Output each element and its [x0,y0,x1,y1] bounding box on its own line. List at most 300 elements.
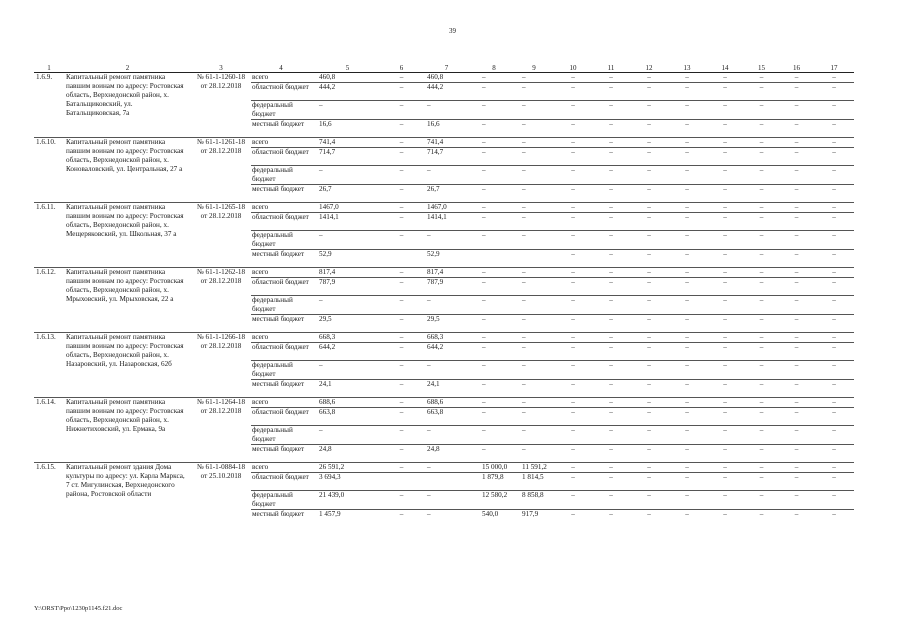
empty-value-cell: – [744,83,779,101]
table-row [34,268,854,278]
value-cell: – [384,138,419,148]
value-cell: 663,8 [311,408,384,426]
empty-value-cell: – [554,296,592,315]
funding-source-label: областной бюджет [251,278,311,296]
row-code: 1.6.12. [34,268,64,333]
value-cell: 12 580,2 [474,491,514,510]
value-cell: – [384,491,419,510]
empty-value-cell: – [554,510,592,528]
empty-value-cell: – [668,231,706,250]
funding-source-label: местный бюджет [251,380,311,398]
empty-value-cell: – [814,268,854,278]
value-cell: – [514,296,554,315]
empty-value-cell: – [630,148,668,166]
column-number: 9 [514,64,554,73]
empty-value-cell: – [630,268,668,278]
column-number: 14 [706,64,744,73]
value-cell: – [384,185,419,203]
empty-value-cell: – [706,120,744,138]
row-doc: № 61-1-0884-18 от 25.10.2018 [191,463,251,528]
column-number: 7 [419,64,474,73]
empty-value-cell: – [592,398,630,408]
empty-value-cell: – [592,203,630,213]
empty-value-cell: – [814,138,854,148]
empty-value-cell: – [668,398,706,408]
empty-value-cell: – [744,343,779,361]
footer-path: Y:\ORST\Ppo\1230p1145.f21.doc [34,605,123,612]
empty-value-cell: – [668,361,706,380]
funding-source-label: местный бюджет [251,510,311,528]
value-cell: – [384,296,419,315]
empty-value-cell: – [744,510,779,528]
value-cell: – [474,278,514,296]
empty-value-cell: – [706,73,744,83]
empty-value-cell: – [630,510,668,528]
empty-value-cell: – [814,101,854,120]
empty-value-cell: – [779,333,814,343]
value-cell: – [514,83,554,101]
value-cell: 917,9 [514,510,554,528]
empty-value-cell: – [630,166,668,185]
empty-value-cell: – [630,463,668,473]
empty-value-cell: – [668,343,706,361]
empty-value-cell: – [814,463,854,473]
empty-value-cell: – [744,315,779,333]
empty-value-cell: – [779,463,814,473]
empty-value-cell: – [706,491,744,510]
value-cell: 741,4 [419,138,474,148]
empty-value-cell: – [779,380,814,398]
empty-value-cell: – [592,445,630,463]
empty-value-cell: – [706,203,744,213]
value-cell: – [311,166,384,185]
empty-value-cell: – [592,231,630,250]
value-cell: – [514,203,554,213]
value-cell: 688,6 [419,398,474,408]
row-name: Капитальный ремонт памятника павшим воинам по адресу: Ростовская область, Верхнедонской район, х. Коноваловский, ул. Центральная, 27 а [64,138,191,203]
value-cell: 15 000,0 [474,463,514,473]
empty-value-cell: – [814,473,854,491]
empty-value-cell: – [744,185,779,203]
empty-value-cell: – [706,343,744,361]
empty-value-cell: – [744,296,779,315]
empty-value-cell: – [814,278,854,296]
value-cell: – [419,463,474,473]
value-cell: 688,6 [311,398,384,408]
empty-value-cell: – [554,73,592,83]
empty-value-cell: – [668,83,706,101]
empty-value-cell: – [814,445,854,463]
value-cell: – [474,398,514,408]
value-cell: 644,2 [419,343,474,361]
empty-value-cell: – [744,250,779,268]
row-name: Капитальный ремонт памятника павшим воинам по адресу: Ростовская область, Верхнедонской район, х. Нижнетиховский, ул. Ермака, 9а [64,398,191,463]
empty-value-cell: – [592,120,630,138]
value-cell: – [419,361,474,380]
value-cell: 460,8 [419,73,474,83]
budget-table [34,64,854,528]
empty-value-cell: – [706,268,744,278]
value-cell: 24,8 [311,445,384,463]
funding-source-label: местный бюджет [251,250,311,268]
empty-value-cell: – [668,213,706,231]
value-cell: – [474,185,514,203]
value-cell: 29,5 [311,315,384,333]
empty-value-cell: – [814,73,854,83]
column-number: 4 [251,64,311,73]
empty-value-cell: – [592,315,630,333]
funding-source-label: местный бюджет [251,445,311,463]
value-cell: 52,9 [419,250,474,268]
empty-value-cell: – [814,361,854,380]
value-cell: – [311,101,384,120]
empty-value-cell: – [554,445,592,463]
empty-value-cell: – [744,73,779,83]
empty-value-cell: – [554,213,592,231]
empty-value-cell: – [554,185,592,203]
value-cell: – [474,203,514,213]
value-cell [384,250,419,268]
value-cell: 1 457,9 [311,510,384,528]
value-cell: 668,3 [311,333,384,343]
empty-value-cell: – [630,278,668,296]
empty-value-cell: – [814,426,854,445]
value-cell: – [514,343,554,361]
column-number: 11 [592,64,630,73]
empty-value-cell: – [744,268,779,278]
empty-value-cell: – [554,231,592,250]
value-cell: – [384,445,419,463]
empty-value-cell: – [630,296,668,315]
empty-value-cell: – [630,315,668,333]
value-cell: 16,6 [311,120,384,138]
empty-value-cell: – [592,361,630,380]
empty-value-cell: – [779,101,814,120]
empty-value-cell: – [668,473,706,491]
value-cell: – [514,185,554,203]
empty-value-cell: – [592,213,630,231]
empty-value-cell: – [779,408,814,426]
empty-value-cell: – [814,166,854,185]
row-code: 1.6.13. [34,333,64,398]
empty-value-cell: – [630,333,668,343]
empty-value-cell: – [554,380,592,398]
empty-value-cell: – [630,120,668,138]
row-name: Капитальный ремонт здания Дома культуры по адресу: ул. Карла Маркса, 7 ст. Мигулинская, Верхнедонского района, Ростовской области [64,463,191,528]
empty-value-cell: – [706,333,744,343]
column-number: 6 [384,64,419,73]
value-cell: – [474,166,514,185]
value-cell: 26,7 [419,185,474,203]
empty-value-cell: – [592,101,630,120]
value-cell: – [514,231,554,250]
table-row [34,73,854,83]
empty-value-cell: – [630,73,668,83]
row-doc: № 61-1-1266-18 от 28.12.2018 [191,333,251,398]
value-cell: 29,5 [419,315,474,333]
value-cell: – [384,426,419,445]
empty-value-cell: – [554,343,592,361]
empty-value-cell: – [630,491,668,510]
empty-value-cell: – [592,380,630,398]
row-doc: № 61-1-1265-18 от 28.12.2018 [191,203,251,268]
value-cell: 817,4 [419,268,474,278]
funding-source-label: областной бюджет [251,148,311,166]
column-number: 16 [779,64,814,73]
value-cell: 1414,1 [419,213,474,231]
value-cell: – [474,315,514,333]
funding-source-label: областной бюджет [251,408,311,426]
value-cell: – [384,510,419,528]
column-number: 8 [474,64,514,73]
value-cell: 741,4 [311,138,384,148]
empty-value-cell: – [706,510,744,528]
value-cell: – [474,380,514,398]
value-cell [474,250,514,268]
value-cell: – [474,231,514,250]
value-cell: – [384,463,419,473]
funding-source-label: всего [251,463,311,473]
value-cell: – [419,231,474,250]
page-number: 39 [449,27,456,35]
empty-value-cell: – [706,185,744,203]
empty-value-cell: – [668,268,706,278]
empty-value-cell: – [779,73,814,83]
funding-source-label: местный бюджет [251,315,311,333]
empty-value-cell: – [744,491,779,510]
empty-value-cell: – [554,268,592,278]
empty-value-cell: – [779,278,814,296]
value-cell [384,473,419,491]
value-cell: – [384,398,419,408]
empty-value-cell: – [814,231,854,250]
row-doc: № 61-1-1260-18 от 28.12.2018 [191,73,251,138]
value-cell: – [474,120,514,138]
value-cell: – [474,73,514,83]
empty-value-cell: – [706,250,744,268]
value-cell: – [384,83,419,101]
value-cell: – [474,426,514,445]
funding-source-label: федеральный бюджет [251,166,311,185]
empty-value-cell: – [630,343,668,361]
empty-value-cell: – [592,278,630,296]
empty-value-cell: – [744,138,779,148]
column-number-row [34,64,854,73]
empty-value-cell: – [592,73,630,83]
column-number: 17 [814,64,854,73]
empty-value-cell: – [554,463,592,473]
empty-value-cell: – [630,473,668,491]
empty-value-cell: – [706,278,744,296]
value-cell: – [474,213,514,231]
funding-source-label: областной бюджет [251,473,311,491]
funding-source-label: федеральный бюджет [251,491,311,510]
value-cell: – [419,491,474,510]
value-cell: 714,7 [311,148,384,166]
empty-value-cell: – [630,408,668,426]
empty-value-cell: – [592,426,630,445]
empty-value-cell: – [744,231,779,250]
empty-value-cell: – [744,203,779,213]
table-row [34,463,854,473]
value-cell: 644,2 [311,343,384,361]
value-cell: 1 814,5 [514,473,554,491]
value-cell: – [474,445,514,463]
value-cell: – [384,213,419,231]
empty-value-cell: – [554,278,592,296]
value-cell: – [384,231,419,250]
value-cell: – [419,510,474,528]
empty-value-cell: – [668,408,706,426]
empty-value-cell: – [668,315,706,333]
value-cell: – [384,268,419,278]
empty-value-cell: – [706,426,744,445]
empty-value-cell: – [668,101,706,120]
empty-value-cell: – [592,473,630,491]
value-cell [419,473,474,491]
empty-value-cell: – [779,296,814,315]
empty-value-cell: – [744,463,779,473]
empty-value-cell: – [779,315,814,333]
empty-value-cell: – [706,445,744,463]
value-cell: 26,7 [311,185,384,203]
value-cell: – [474,343,514,361]
empty-value-cell: – [592,166,630,185]
value-cell: – [384,120,419,138]
value-cell: – [311,231,384,250]
column-number: 1 [34,64,64,73]
value-cell: – [514,148,554,166]
funding-source-label: всего [251,268,311,278]
empty-value-cell: – [779,185,814,203]
table-body [34,73,854,528]
funding-source-label: федеральный бюджет [251,426,311,445]
empty-value-cell: – [814,120,854,138]
column-number: 5 [311,64,384,73]
empty-value-cell: – [744,361,779,380]
empty-value-cell: – [630,398,668,408]
empty-value-cell: – [554,166,592,185]
funding-source-label: федеральный бюджет [251,361,311,380]
empty-value-cell: – [630,138,668,148]
value-cell: – [514,380,554,398]
row-code: 1.6.9. [34,73,64,138]
value-cell: – [514,398,554,408]
empty-value-cell: – [744,408,779,426]
value-cell: – [384,203,419,213]
empty-value-cell: – [668,463,706,473]
empty-value-cell: – [814,333,854,343]
empty-value-cell: – [592,296,630,315]
funding-source-label: всего [251,398,311,408]
empty-value-cell: – [554,361,592,380]
funding-source-label: областной бюджет [251,83,311,101]
empty-value-cell: – [744,473,779,491]
empty-value-cell: – [706,408,744,426]
value-cell: 714,7 [419,148,474,166]
value-cell: 26 591,2 [311,463,384,473]
table-row [34,333,854,343]
value-cell: 540,0 [474,510,514,528]
empty-value-cell: – [668,296,706,315]
empty-value-cell: – [706,83,744,101]
empty-value-cell: – [592,491,630,510]
value-cell: 1 879,8 [474,473,514,491]
column-number: 3 [191,64,251,73]
value-cell: 16,6 [419,120,474,138]
value-cell: – [384,278,419,296]
empty-value-cell: – [744,213,779,231]
funding-source-label: областной бюджет [251,213,311,231]
empty-value-cell: – [630,101,668,120]
empty-value-cell: – [630,445,668,463]
empty-value-cell: – [814,185,854,203]
value-cell: – [514,408,554,426]
empty-value-cell: – [592,185,630,203]
funding-source-label: местный бюджет [251,120,311,138]
value-cell: – [474,408,514,426]
value-cell: – [514,120,554,138]
empty-value-cell: – [668,250,706,268]
value-cell: – [514,278,554,296]
value-cell: – [419,166,474,185]
empty-value-cell: – [779,213,814,231]
empty-value-cell: – [814,491,854,510]
empty-value-cell: – [814,380,854,398]
value-cell: – [384,315,419,333]
empty-value-cell: – [554,250,592,268]
value-cell: – [474,101,514,120]
funding-source-label: федеральный бюджет [251,101,311,120]
value-cell: – [384,148,419,166]
value-cell: – [514,445,554,463]
row-code: 1.6.10. [34,138,64,203]
empty-value-cell: – [706,231,744,250]
empty-value-cell: – [592,343,630,361]
empty-value-cell: – [706,315,744,333]
value-cell: 11 591,2 [514,463,554,473]
empty-value-cell: – [779,473,814,491]
empty-value-cell: – [744,426,779,445]
empty-value-cell: – [668,203,706,213]
empty-value-cell: – [706,148,744,166]
empty-value-cell: – [554,101,592,120]
empty-value-cell: – [706,463,744,473]
value-cell: 24,1 [419,380,474,398]
empty-value-cell: – [744,120,779,138]
table-row [34,398,854,408]
empty-value-cell: – [554,333,592,343]
empty-value-cell: – [554,491,592,510]
value-cell: – [311,296,384,315]
empty-value-cell: – [779,426,814,445]
empty-value-cell: – [630,83,668,101]
value-cell: – [384,73,419,83]
empty-value-cell: – [668,185,706,203]
value-cell: 21 439,0 [311,491,384,510]
empty-value-cell: – [554,83,592,101]
value-cell: – [311,361,384,380]
value-cell: – [514,101,554,120]
value-cell: 3 694,3 [311,473,384,491]
empty-value-cell: – [814,398,854,408]
value-cell: – [311,426,384,445]
value-cell: – [419,101,474,120]
value-cell: – [514,426,554,445]
value-cell: – [514,315,554,333]
funding-source-label: федеральный бюджет [251,296,311,315]
empty-value-cell: – [814,148,854,166]
